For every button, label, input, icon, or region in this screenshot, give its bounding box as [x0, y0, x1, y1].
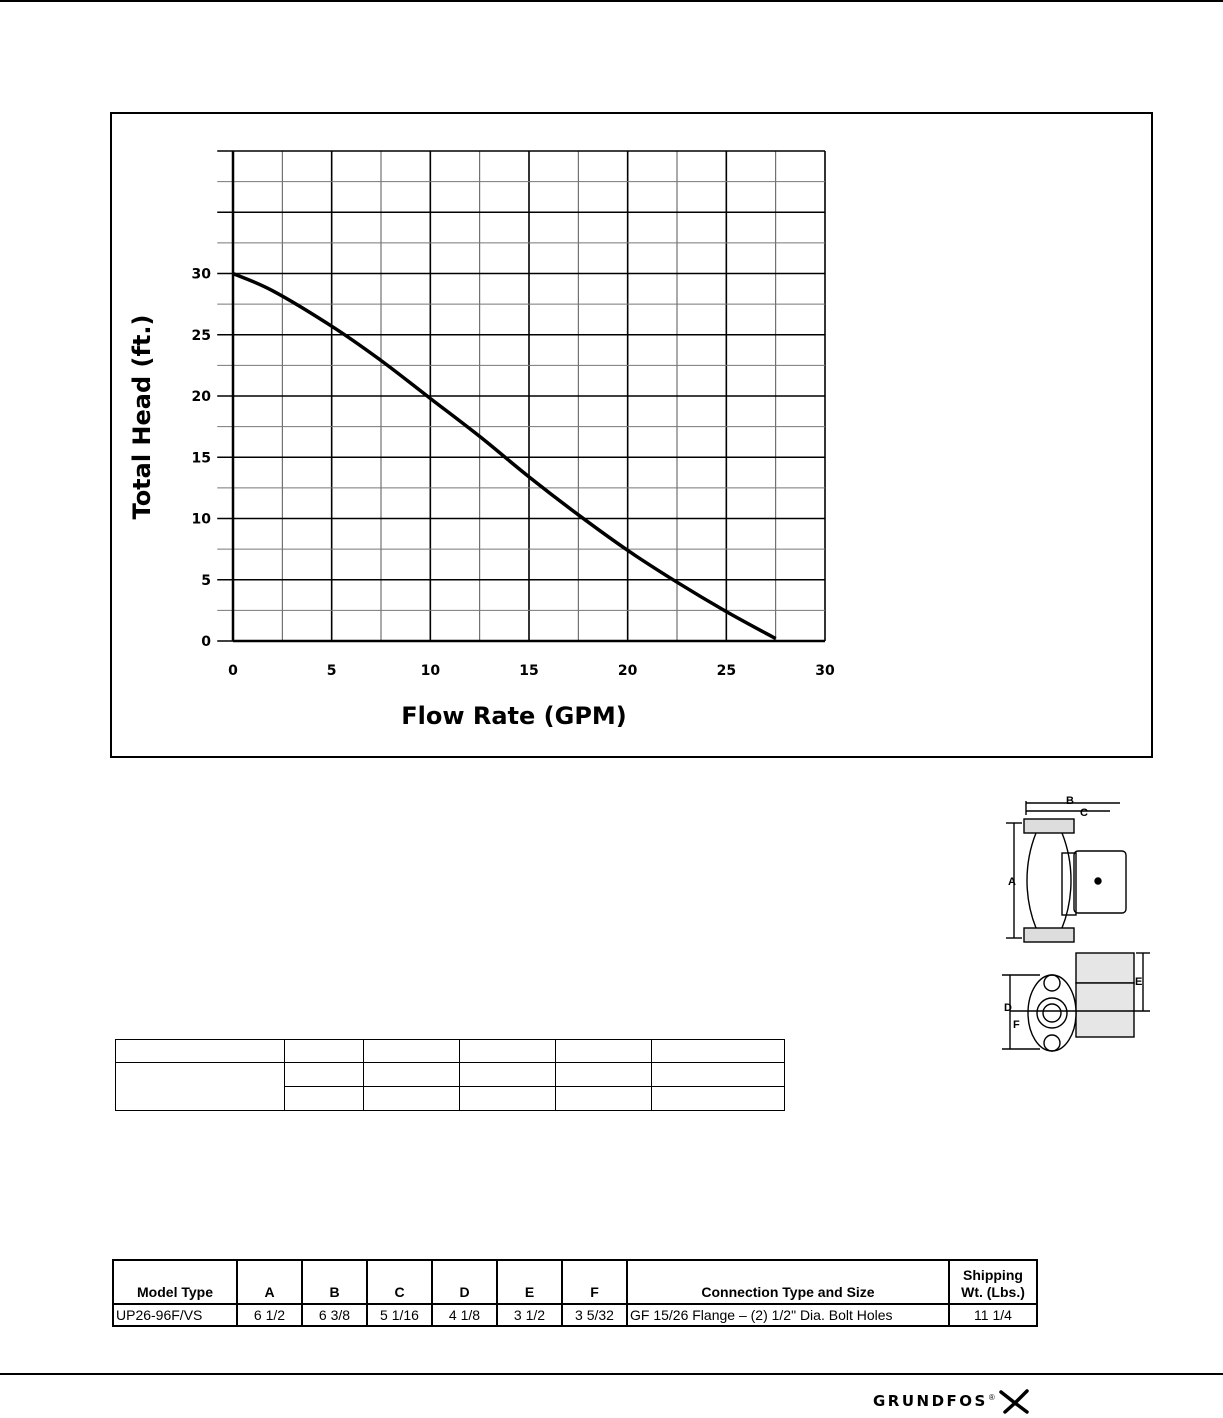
- blank-cell: [556, 1063, 652, 1087]
- bottom-rule: [0, 1373, 1223, 1375]
- blank-cell: [652, 1087, 785, 1111]
- blank-cell: [652, 1063, 785, 1087]
- blank-cell: [556, 1087, 652, 1111]
- x-tick-label: 20: [617, 663, 638, 679]
- y-tick-label: 20: [191, 389, 211, 405]
- dimensions-header-row: [113, 1260, 1037, 1304]
- blank-cell: [285, 1063, 364, 1087]
- logo-text: GRUNDFOS: [873, 1392, 988, 1410]
- grundfos-man-icon: [997, 1388, 1031, 1414]
- blank-cell: [364, 1063, 460, 1087]
- x-axis-title: Flow Rate (GPM): [401, 702, 627, 730]
- header-d: D: [432, 1260, 497, 1304]
- x-tick-label: 15: [519, 663, 539, 679]
- blank-cell: [364, 1087, 460, 1111]
- x-tick-label: 30: [815, 663, 835, 679]
- blank-cell: [116, 1040, 285, 1063]
- grundfos-logo: [873, 1388, 1031, 1414]
- dim-label-f: F: [1013, 1019, 1020, 1031]
- blank-cell: [364, 1040, 460, 1063]
- y-axis-title: Total Head (ft.): [128, 314, 156, 520]
- registered-mark: ®: [988, 1392, 995, 1402]
- cell-b: 6 3/8: [302, 1304, 367, 1326]
- blank-cell: [556, 1040, 652, 1063]
- pump-curve-chart: [110, 112, 1153, 758]
- header-shipping-weight: Shipping Wt. (Lbs.): [949, 1260, 1037, 1304]
- x-tick-label: 10: [420, 663, 441, 679]
- blank-table-row: [116, 1063, 785, 1087]
- cell-d: 4 1/8: [432, 1304, 497, 1326]
- x-tick-label: 25: [716, 663, 737, 679]
- top-rule: [0, 0, 1223, 2]
- chart-svg: [112, 114, 1151, 756]
- blank-table: [115, 1039, 785, 1111]
- dim-label-d: D: [1004, 1002, 1012, 1014]
- cell-a: 6 1/2: [237, 1304, 302, 1326]
- dim-label-c: C: [1080, 807, 1088, 819]
- blank-cell: [285, 1040, 364, 1063]
- blank-cell: [460, 1063, 556, 1087]
- y-tick-label: 5: [201, 572, 211, 589]
- header-b: B: [302, 1260, 367, 1304]
- y-tick-label: 0: [201, 634, 211, 650]
- dimensions-table: [112, 1259, 1038, 1327]
- blank-cell: [116, 1063, 285, 1111]
- cell-shipping-weight: 11 1/4: [949, 1304, 1037, 1326]
- pump-curve-line: [233, 274, 776, 639]
- y-tick-label: 25: [191, 327, 211, 344]
- cell-connection: GF 15/26 Flange – (2) 1/2" Dia. Bolt Holes: [627, 1304, 949, 1326]
- dim-label-a: A: [1008, 876, 1016, 888]
- cell-e: 3 1/2: [497, 1304, 562, 1326]
- table-row: [113, 1304, 1037, 1326]
- dim-label-e: E: [1135, 976, 1143, 988]
- blank-cell: [460, 1087, 556, 1111]
- x-tick-label: 0: [228, 663, 238, 679]
- header-c: C: [367, 1260, 432, 1304]
- cell-c: 5 1/16: [367, 1304, 432, 1326]
- header-f: F: [562, 1260, 627, 1304]
- blank-table-row: [116, 1040, 785, 1063]
- x-tick-label: 5: [326, 663, 337, 679]
- header-connection: Connection Type and Size: [627, 1260, 949, 1304]
- dim-label-b: B: [1066, 795, 1074, 807]
- blank-cell: [285, 1087, 364, 1111]
- y-tick-label: 10: [191, 511, 211, 528]
- y-tick-label: 30: [191, 266, 211, 283]
- blank-cell: [460, 1040, 556, 1063]
- blank-cell: [652, 1040, 785, 1063]
- cell-model: UP26-96F/VS: [113, 1304, 237, 1326]
- header-a: A: [237, 1260, 302, 1304]
- y-tick-label: 15: [191, 450, 211, 467]
- grid-layer: [217, 151, 825, 641]
- cell-f: 3 5/32: [562, 1304, 627, 1326]
- header-e: E: [497, 1260, 562, 1304]
- pump-dimension-drawing: [1000, 793, 1160, 1063]
- header-model-type: Model Type: [113, 1260, 237, 1304]
